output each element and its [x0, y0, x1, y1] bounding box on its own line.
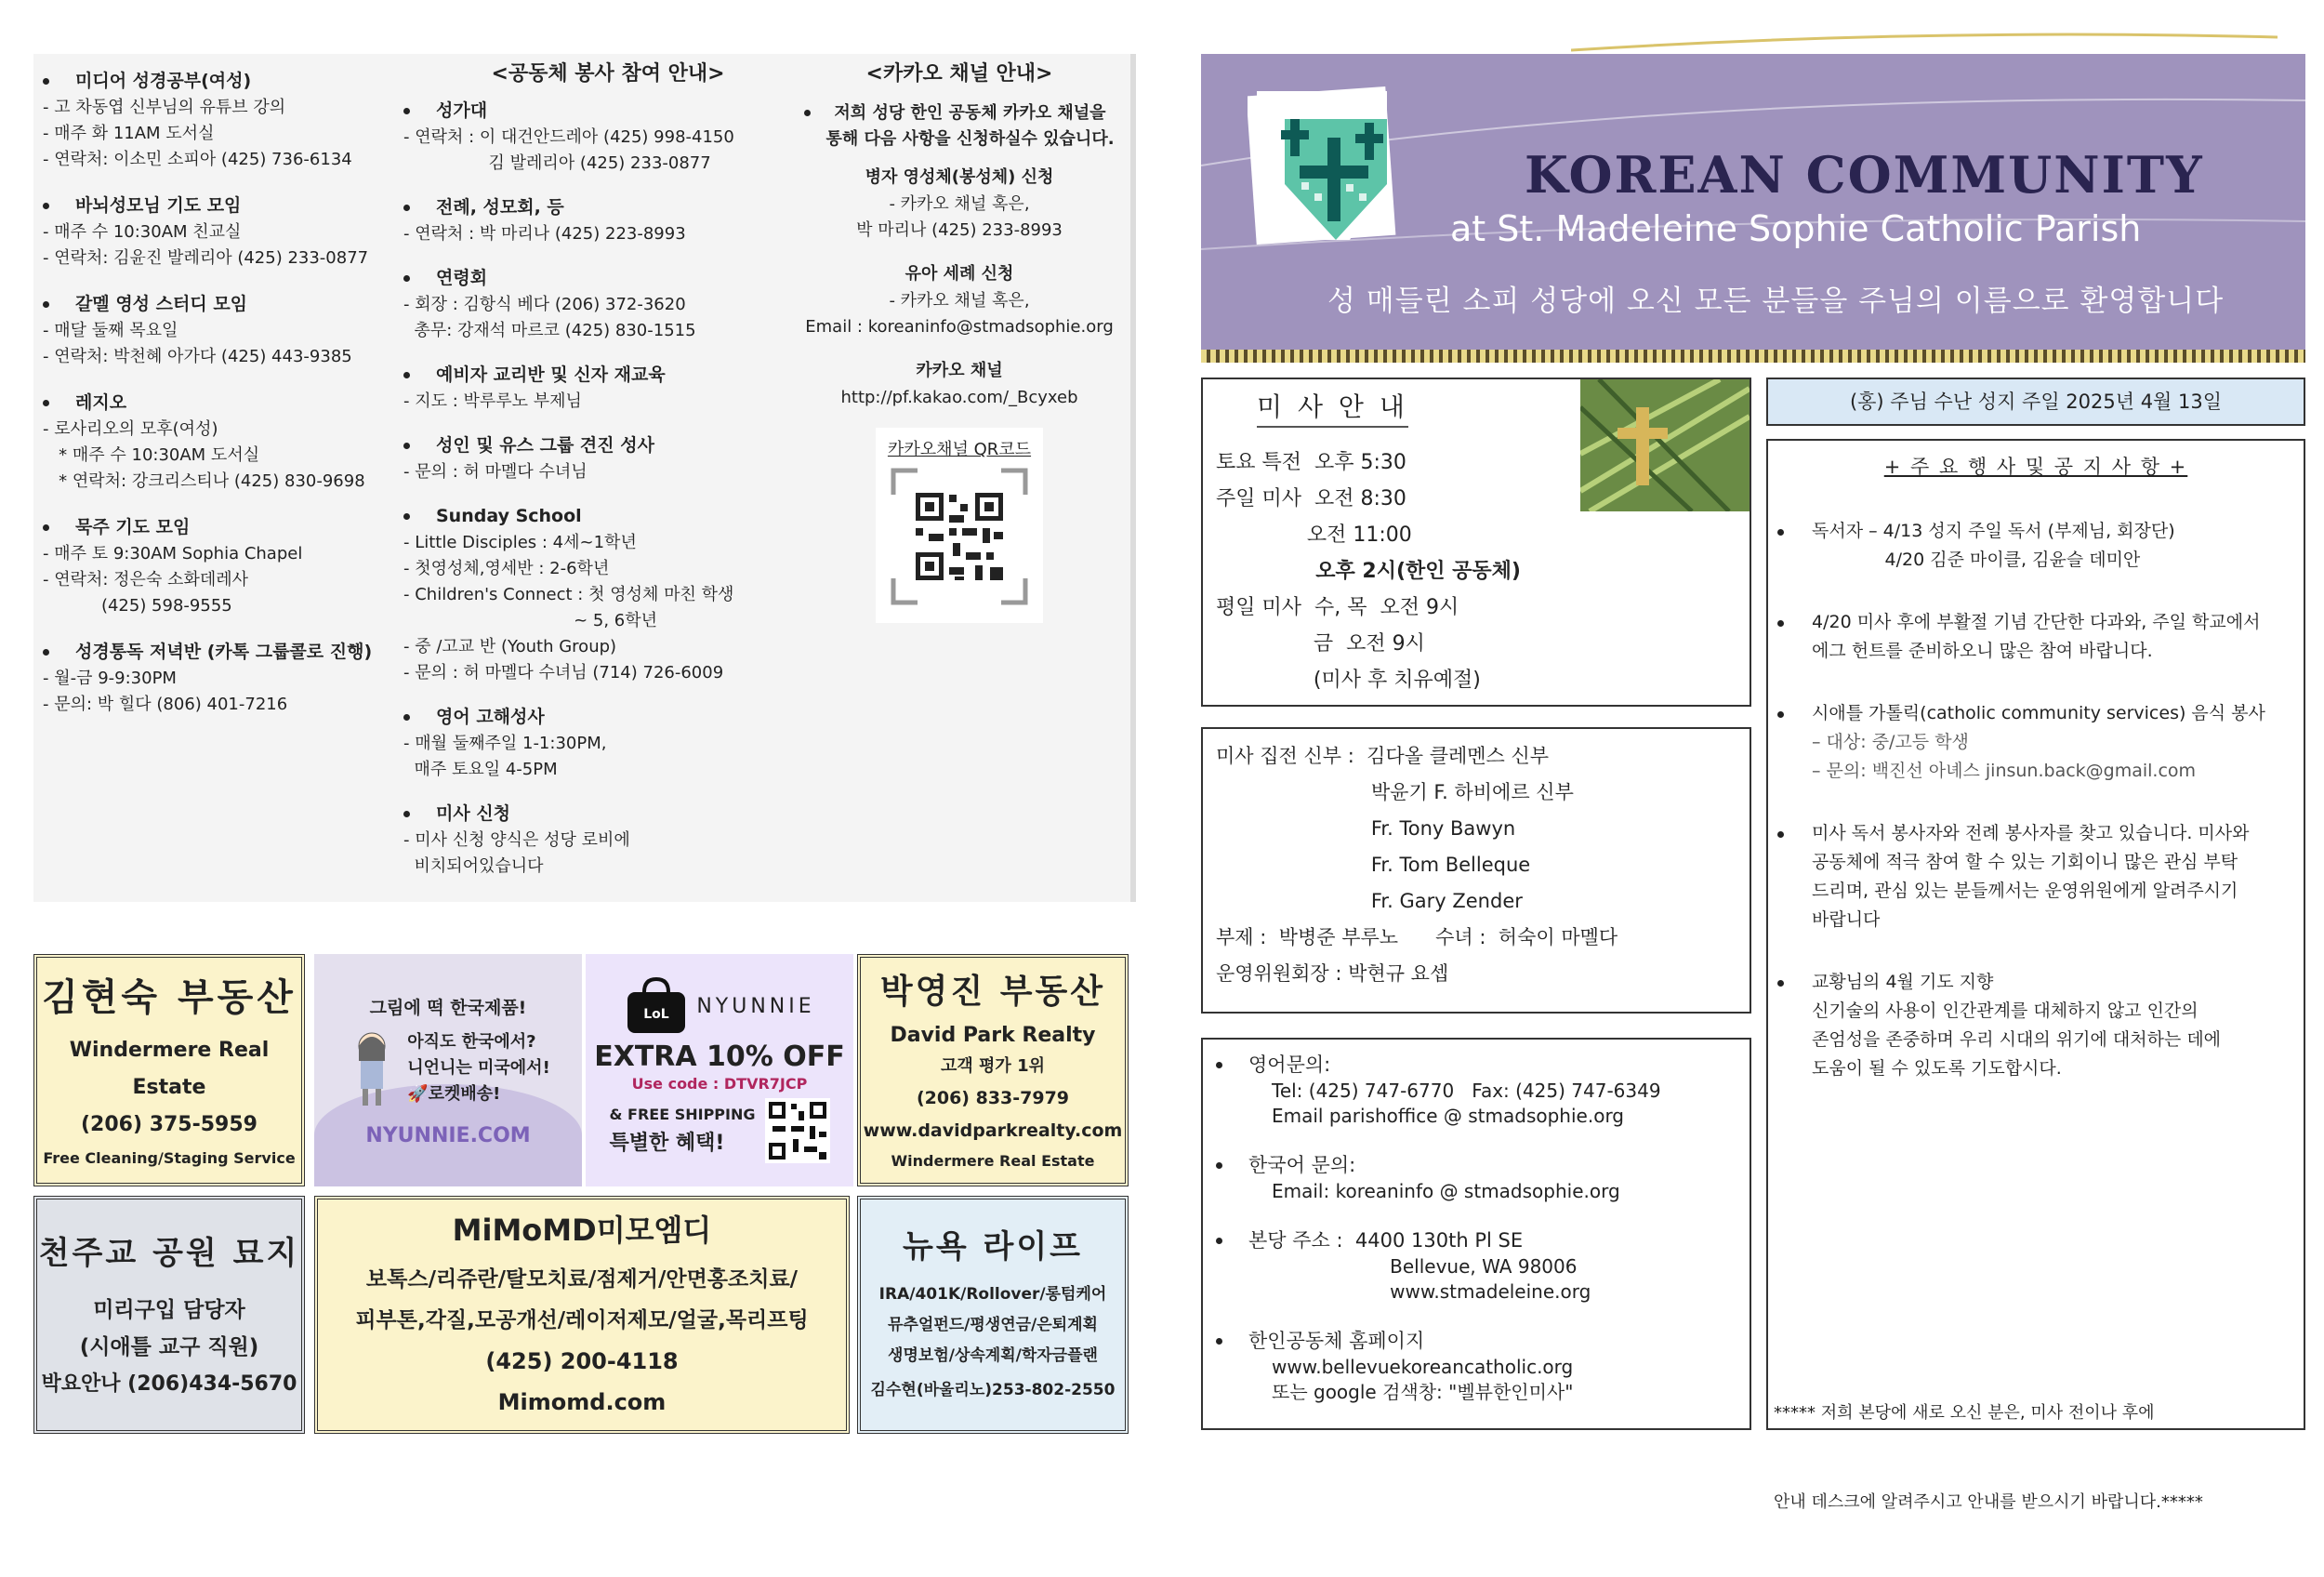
mass-line: 금 오전 9시 — [1216, 632, 1425, 656]
section-block — [783, 164, 1136, 244]
section-title — [403, 97, 812, 125]
notice-body — [1812, 968, 2221, 1083]
clergy-box — [1201, 727, 1751, 1014]
section-title — [403, 264, 812, 292]
notices-title: + 주 요 행 사 및 공 지 사 항 + — [1883, 456, 2188, 478]
kakao-qr-card — [876, 428, 1043, 623]
section-title — [403, 800, 812, 828]
liturgical-date: (홍) 주님 수난 성지 주일 2025년 4월 13일 — [1766, 378, 2305, 426]
notice-line: 신기술의 사용이 인간관계를 대체하지 않고 인간의 — [1812, 1001, 2199, 1021]
bullet-icon — [403, 275, 410, 282]
notice-item — [1777, 968, 2298, 1083]
banner-subtitle: at St. Madeleine Sophie Catholic Parish — [1450, 208, 2142, 249]
section-title-text: 레지오 — [75, 392, 127, 413]
parish-activities-panel — [33, 54, 1136, 902]
ad-line: Free Cleaning/Staging Service — [43, 1148, 296, 1167]
ad-title: 뉴욕 라이프 — [902, 1228, 1084, 1266]
section-title-text: 성경통독 저녁반 (카톡 그룹콜로 진행) — [75, 642, 373, 662]
clergy-line: Fr. Tom Belleque — [1216, 854, 1531, 876]
ad-url: www.davidparkrealty.com — [863, 1120, 1123, 1141]
section-title — [403, 502, 812, 530]
section-block — [783, 357, 1136, 411]
bullet-icon — [43, 649, 49, 656]
ad-line: 🚀로켓배송! — [407, 1083, 501, 1104]
section-title — [783, 357, 1136, 385]
section-line: 김 발레리아 (425) 233-0877 — [403, 153, 711, 173]
ad-line: Windermere Real Estate — [69, 1038, 270, 1099]
notice-line: 4/20 미사 후에 부활절 기념 간단한 다과와, 주일 학교에서 — [1812, 612, 2261, 632]
notices-box — [1766, 439, 2305, 1512]
ad-line: Windermere Real Estate — [891, 1151, 1095, 1170]
section-line: 총무: 강재석 마르코 (425) 830-1515 — [403, 321, 696, 340]
notice-line: 공동체에 적극 참여 할 수 있는 기회이니 많은 관심 부탁 — [1812, 852, 2238, 872]
ad-nyunnie-left[interactable] — [314, 954, 582, 1186]
section-title-text: 미디어 성경공부(여성) — [75, 71, 252, 91]
bullet-icon — [43, 524, 49, 531]
ad-line: & FREE SHIPPING — [609, 1106, 756, 1123]
section-title-text: 유아 세례 신청 — [905, 264, 1014, 284]
clergy-line: Fr. Gary Zender — [1216, 890, 1523, 912]
section-title-text: 묵주 기도 모임 — [75, 517, 191, 537]
ad-line: (시애틀 교구 직원) — [79, 1334, 259, 1359]
kakao-title: <카카오 채널 안내> — [865, 62, 1053, 86]
bullet-icon — [1777, 711, 1784, 718]
ad-title: MiMoMD미모엠디 — [452, 1213, 712, 1248]
section-block — [403, 800, 812, 880]
section-line: Email : koreaninfo@stmadsophie.org — [805, 317, 1114, 337]
section-title-text: 바뇌성모님 기도 모임 — [75, 195, 242, 216]
palm-cross-image — [1580, 379, 1750, 511]
decorative-swoosh — [1571, 19, 2278, 56]
ad-line: David Park Realty — [890, 1023, 1096, 1047]
bullet-icon — [1777, 980, 1784, 987]
section-block — [403, 502, 812, 686]
mass-line: (미사 후 치유예절) — [1216, 669, 1481, 692]
kakao-intro-line: 통해 다음 사항을 신청하실수 있습니다. — [825, 129, 1115, 149]
groups-column — [43, 67, 396, 736]
section-line: - 지도 : 박루루노 부제님 — [403, 391, 582, 411]
section-line: 비치되어있습니다 — [403, 856, 544, 876]
contact-line: 또는 google 검색창: "벨뷰한인미사" — [1272, 1381, 1574, 1403]
notice-body — [1812, 517, 2175, 575]
section-title-text: 전례, 성모회, 등 — [436, 197, 564, 218]
ad-title: 천주교 공원 묘지 — [38, 1234, 300, 1272]
notice-line: 미사 독서 봉사자와 전례 봉사자를 찾고 있습니다. 미사와 — [1812, 823, 2250, 843]
ad-mimomd[interactable] — [314, 1196, 850, 1434]
contact-item — [1216, 1051, 1736, 1129]
mass-line: 평일 미사 수, 목 오전 9시 — [1216, 596, 1459, 619]
bullet-icon — [1216, 1338, 1222, 1345]
palm-cross-icon — [1580, 379, 1750, 511]
ad-phone: (425) 200-4118 — [485, 1348, 679, 1374]
section-block — [403, 193, 812, 247]
section-line: - 카카오 채널 혹은, — [889, 194, 1030, 214]
ad-line: 생명보험/상속계획/학자금플랜 — [888, 1346, 1098, 1365]
girl-illustration-icon — [346, 1029, 398, 1107]
contact-item — [1216, 1327, 1736, 1405]
section-title — [43, 638, 396, 666]
section-line: - 매주 수 10:30AM 친교실 — [43, 222, 242, 242]
notice-item — [1777, 608, 2298, 666]
svg-text:LoL: LoL — [643, 1007, 670, 1022]
section-line: 박 마리나 (425) 233-8993 — [856, 220, 1063, 240]
bullet-icon — [43, 400, 49, 406]
ad-line: 보톡스/리쥬란/탈모치료/점제거/안면홍조치료/ — [365, 1267, 799, 1292]
notice-line: 에그 헌트를 준비하오니 많은 참여 바랍니다. — [1812, 641, 2153, 661]
section-block — [403, 264, 812, 344]
section-block — [403, 703, 812, 783]
notice-line: 시애틀 가톨릭(catholic community services) 음식 봉사 — [1812, 703, 2265, 723]
bullet-icon — [403, 372, 410, 378]
notice-line: 바랍니다 — [1812, 909, 1881, 930]
bullet-icon — [1216, 1062, 1222, 1068]
qr-label: 카카오채널 QR코드 — [887, 440, 1032, 459]
ad-phone: 김수현(바울리노)253-802-2550 — [870, 1381, 1116, 1399]
notice-item — [1777, 699, 2298, 786]
bullet-icon — [1777, 529, 1784, 536]
clergy-line: 부제 : 박병준 부루노 수녀 : 허숙이 마멜다 — [1216, 926, 1618, 948]
section-line: - 로사리오의 모후(여성) — [43, 419, 218, 439]
ad-code: Use code : DTVR7JCP — [631, 1075, 808, 1093]
parish-logo-icon — [1248, 82, 1424, 258]
contact-title — [1216, 1226, 1736, 1254]
mass-line: 오전 11:00 — [1216, 523, 1412, 547]
section-title-text: Sunday School — [436, 506, 582, 526]
kakao-qr-code[interactable] — [890, 467, 1029, 606]
nyunnie-qr-code[interactable] — [765, 1098, 830, 1163]
section-block — [43, 67, 396, 173]
section-line: - 매주 토 9:30AM Sophia Chapel — [43, 544, 303, 563]
section-title-text: 갈멜 영성 스터디 모임 — [75, 294, 248, 314]
section-title-text: 영어 고해성사 — [436, 707, 545, 727]
section-title-text: 미사 신청 — [436, 803, 511, 824]
section-line: - 매주 화 11AM 도서실 — [43, 124, 215, 143]
section-line: - 첫영성체,영세반 : 2-6학년 — [403, 559, 610, 578]
clergy-line: 박윤기 F. 하비에르 신부 — [1216, 781, 1574, 803]
clergy-line: Fr. Tony Bawyn — [1216, 817, 1516, 840]
ad-phone: 박요안나 (206)434-5670 — [41, 1372, 297, 1396]
section-line: - 연락처: 이소민 소피아 (425) 736-6134 — [43, 150, 352, 169]
clergy-line: 운영위원회장 : 박현규 요셉 — [1216, 962, 1449, 985]
contact-item — [1216, 1151, 1736, 1204]
notice-line: 4/20 김준 마이클, 김윤슬 데미안 — [1812, 550, 2141, 570]
section-title-text: 예비자 교리반 및 신자 재교육 — [436, 364, 666, 385]
section-line: - Children's Connect : 첫 영성체 마친 학생 — [403, 585, 734, 604]
ad-title: 박영진 부동산 — [879, 972, 1106, 1011]
ad-phone: (206) 833-7979 — [916, 1087, 1070, 1108]
contact-title-text: 영어문의: — [1248, 1054, 1331, 1076]
section-line: - 연락처: 박천혜 아가다 (425) 443-9385 — [43, 347, 352, 366]
contact-title — [1216, 1151, 1736, 1179]
volunteer-title: <공동체 봉사 참여 안내> — [491, 62, 725, 86]
bullet-icon — [43, 203, 49, 209]
bullet-icon — [1216, 1238, 1222, 1244]
section-title — [43, 513, 396, 541]
section-title-text: 카카오 채널 — [916, 361, 1003, 380]
ad-line: 뮤추얼펀드/평생연금/은퇴계획 — [888, 1316, 1098, 1334]
ad-line: 미리구입 담당자 — [93, 1297, 245, 1322]
bullet-icon — [403, 811, 410, 817]
section-title — [403, 361, 812, 389]
section-line: ~ 5, 6학년 — [403, 611, 658, 630]
bullet-icon — [403, 714, 410, 721]
section-title-text: 성가대 — [436, 100, 488, 121]
section-line: * 연락처: 강크리스티나 (425) 830-9698 — [43, 471, 365, 491]
contact-title — [1216, 1051, 1736, 1079]
welcome-message: 성 매들린 소피 성당에 오신 모든 분들을 주님의 이름으로 환영합니다 — [1327, 285, 2225, 318]
section-title-text: 연령회 — [436, 268, 488, 288]
notice-body — [1812, 608, 2260, 666]
mass-schedule-title: 미 사 안 내 — [1257, 387, 1408, 428]
section-line: http://pf.kakao.com/_Bcyxeb — [840, 388, 1078, 407]
section-block — [783, 260, 1136, 340]
section-block — [43, 638, 396, 718]
section-line: - 미사 신청 양식은 성당 로비에 — [403, 830, 630, 850]
contact-line: www.bellevuekoreancatholic.org — [1272, 1356, 1574, 1378]
section-title-text: 병자 영성체(봉성체) 신청 — [865, 167, 1054, 187]
shopping-bag-icon — [624, 977, 689, 1035]
section-line: - 매달 둘째 목요일 — [43, 321, 178, 340]
section-line: - 매월 둘째주일 1-1:30PM, — [403, 734, 607, 753]
notices-footer-line: 안내 데스크에 알려주시고 안내를 받으시기 바랍니다.***** — [1774, 1492, 2203, 1512]
bullet-icon — [1777, 831, 1784, 838]
notice-item — [1777, 819, 2298, 934]
section-line: - 월-금 9-9:30PM — [43, 669, 177, 688]
section-line: - 중 /고교 반 (Youth Group) — [403, 637, 617, 656]
bullet-icon — [1777, 620, 1784, 627]
community-banner — [1201, 54, 2305, 363]
kakao-column — [783, 56, 1136, 623]
section-line: - 문의 : 허 마멜다 수녀님 — [403, 462, 588, 482]
section-line: - 연락처: 김윤진 발레리아 (425) 233-0877 — [43, 248, 369, 268]
ad-line: 특별한 혜택! — [609, 1132, 725, 1155]
contact-title-text: 한국어 문의: — [1248, 1154, 1356, 1176]
contact-line: Email parishoffice @ stmadsophie.org — [1272, 1105, 1625, 1127]
contact-line: Email: koreaninfo @ stmadsophie.org — [1272, 1180, 1620, 1202]
mass-line: 오후 2시(한인 공동체) — [1216, 560, 1521, 583]
ad-line: IRA/401K/Rollover/롱텀케어 — [878, 1285, 1107, 1304]
section-line: - 연락처 : 박 마리나 (425) 223-8993 — [403, 224, 686, 244]
section-line: - 연락처: 정은숙 소화데레사 — [43, 570, 248, 590]
contact-title — [1216, 1327, 1736, 1355]
ad-park-realty[interactable] — [857, 954, 1129, 1186]
section-line: - 문의: 박 힐다 (806) 401-7216 — [43, 695, 288, 714]
section-title — [783, 164, 1136, 192]
section-block — [43, 192, 396, 272]
bullet-icon — [403, 443, 410, 449]
banner-title: KOREAN COMMUNITY — [1525, 145, 2204, 205]
notice-line: – 문의: 백진선 아녜스 jinsun.back@gmail.com — [1812, 761, 2197, 781]
ad-url: Mimomd.com — [497, 1389, 667, 1415]
section-block — [43, 290, 396, 370]
ad-url: NYUNNIE.COM — [365, 1123, 531, 1147]
section-line: - 회장 : 김항식 베다 (206) 372-3620 — [403, 295, 686, 314]
ad-title: 김현숙 부동산 — [42, 975, 297, 1019]
notice-item — [1777, 517, 2298, 575]
section-block — [403, 97, 812, 177]
contact-line: Bellevue, WA 98006 — [1272, 1255, 1578, 1278]
ad-line: 피부톤,각질,모공개선/레이저제모/얼굴,목리프팅 — [355, 1308, 809, 1332]
section-line: * 매주 수 10:30AM 도서실 — [43, 445, 260, 465]
notices-footer-line: ***** 저희 본당에 새로 오신 분은, 미사 전이나 후에 — [1774, 1403, 2155, 1423]
section-line: - 고 차동엽 신부님의 유튜브 강의 — [43, 98, 286, 117]
section-line: (425) 598-9555 — [43, 596, 232, 616]
notice-line: 드리며, 관심 있는 분들께서는 운영위원에게 알려주시기 — [1812, 881, 2238, 901]
volunteer-column — [403, 56, 812, 896]
bullet-icon — [1216, 1162, 1222, 1169]
section-line: - 카카오 채널 혹은, — [889, 291, 1030, 311]
contact-title-text: 한인공동체 홈페이지 — [1248, 1330, 1425, 1352]
section-block — [43, 513, 396, 619]
contact-box — [1201, 1038, 1751, 1430]
bullet-icon — [403, 513, 410, 520]
section-block — [43, 389, 396, 495]
banner-border — [1201, 350, 2305, 363]
ad-line: 고객 평가 1위 — [941, 1055, 1045, 1076]
section-title — [43, 389, 396, 417]
section-title-text: 성인 및 유스 그룹 견진 성사 — [436, 435, 654, 456]
notice-body — [1812, 699, 2265, 786]
section-title — [43, 192, 396, 219]
ad-discount: EXTRA 10% OFF — [594, 1040, 845, 1073]
ad-line: 아직도 한국에서? — [407, 1031, 536, 1052]
bullet-icon — [43, 78, 49, 85]
contact-item — [1216, 1226, 1736, 1305]
ad-nyunnie-right[interactable] — [586, 954, 853, 1186]
notice-line: 존엄성을 존중하며 우리 시대의 위기에 대처하는 데에 — [1812, 1029, 2222, 1050]
notice-line: 독서자 – 4/13 성지 주일 독서 (부제님, 회장단) — [1812, 521, 2175, 541]
section-title — [403, 431, 812, 459]
clergy-line: 미사 집전 신부 : 김다올 클레멘스 신부 — [1216, 745, 1550, 767]
section-title — [43, 290, 396, 318]
section-block — [403, 431, 812, 485]
bullet-icon — [43, 301, 49, 308]
mass-line: 토요 특전 오후 5:30 — [1216, 451, 1406, 474]
ad-phone: (206) 375-5959 — [81, 1112, 257, 1136]
contact-line: Tel: (425) 747-6770 Fax: (425) 747-6349 — [1272, 1080, 1661, 1102]
ad-line: 그림에 떡 한국제품! — [369, 997, 527, 1018]
ad-line: 니언니는 미국에서! — [407, 1057, 550, 1078]
bullet-icon — [403, 108, 410, 114]
bullet-icon — [403, 205, 410, 211]
ad-newyork-life[interactable] — [857, 1196, 1129, 1434]
notice-line: 교황님의 4월 기도 지향 — [1812, 972, 1994, 992]
section-line: 매주 토요일 4-5PM — [403, 760, 558, 779]
notice-line: – 대상: 중/고등 학생 — [1812, 732, 1969, 752]
section-block — [403, 361, 812, 415]
notice-line: 도움이 될 수 있도록 기도합시다. — [1812, 1058, 2062, 1079]
section-title — [43, 67, 396, 95]
section-title — [783, 260, 1136, 288]
section-line: - 연락처 : 이 대건안드레아 (425) 998-4150 — [403, 127, 734, 147]
contact-line: www.stmadeleine.org — [1272, 1280, 1591, 1303]
mass-line: 주일 미사 오전 8:30 — [1216, 487, 1406, 510]
notice-body — [1812, 819, 2249, 934]
section-line: - Little Disciples : 4세~1학년 — [403, 533, 637, 552]
mass-schedule-box — [1201, 378, 1751, 707]
ad-brand: NYUNNIE — [696, 994, 815, 1018]
section-title — [403, 703, 812, 731]
kakao-intro-line: 저희 성당 한인 공동체 카카오 채널을 — [834, 103, 1106, 123]
section-line: - 문의 : 허 마멜다 수녀님 (714) 726-6009 — [403, 663, 724, 682]
section-title — [403, 193, 812, 221]
ad-cemetery[interactable] — [33, 1196, 305, 1434]
contact-title-text: 본당 주소 : 4400 130th Pl SE — [1248, 1229, 1524, 1252]
ad-kim-realty[interactable] — [33, 954, 305, 1186]
